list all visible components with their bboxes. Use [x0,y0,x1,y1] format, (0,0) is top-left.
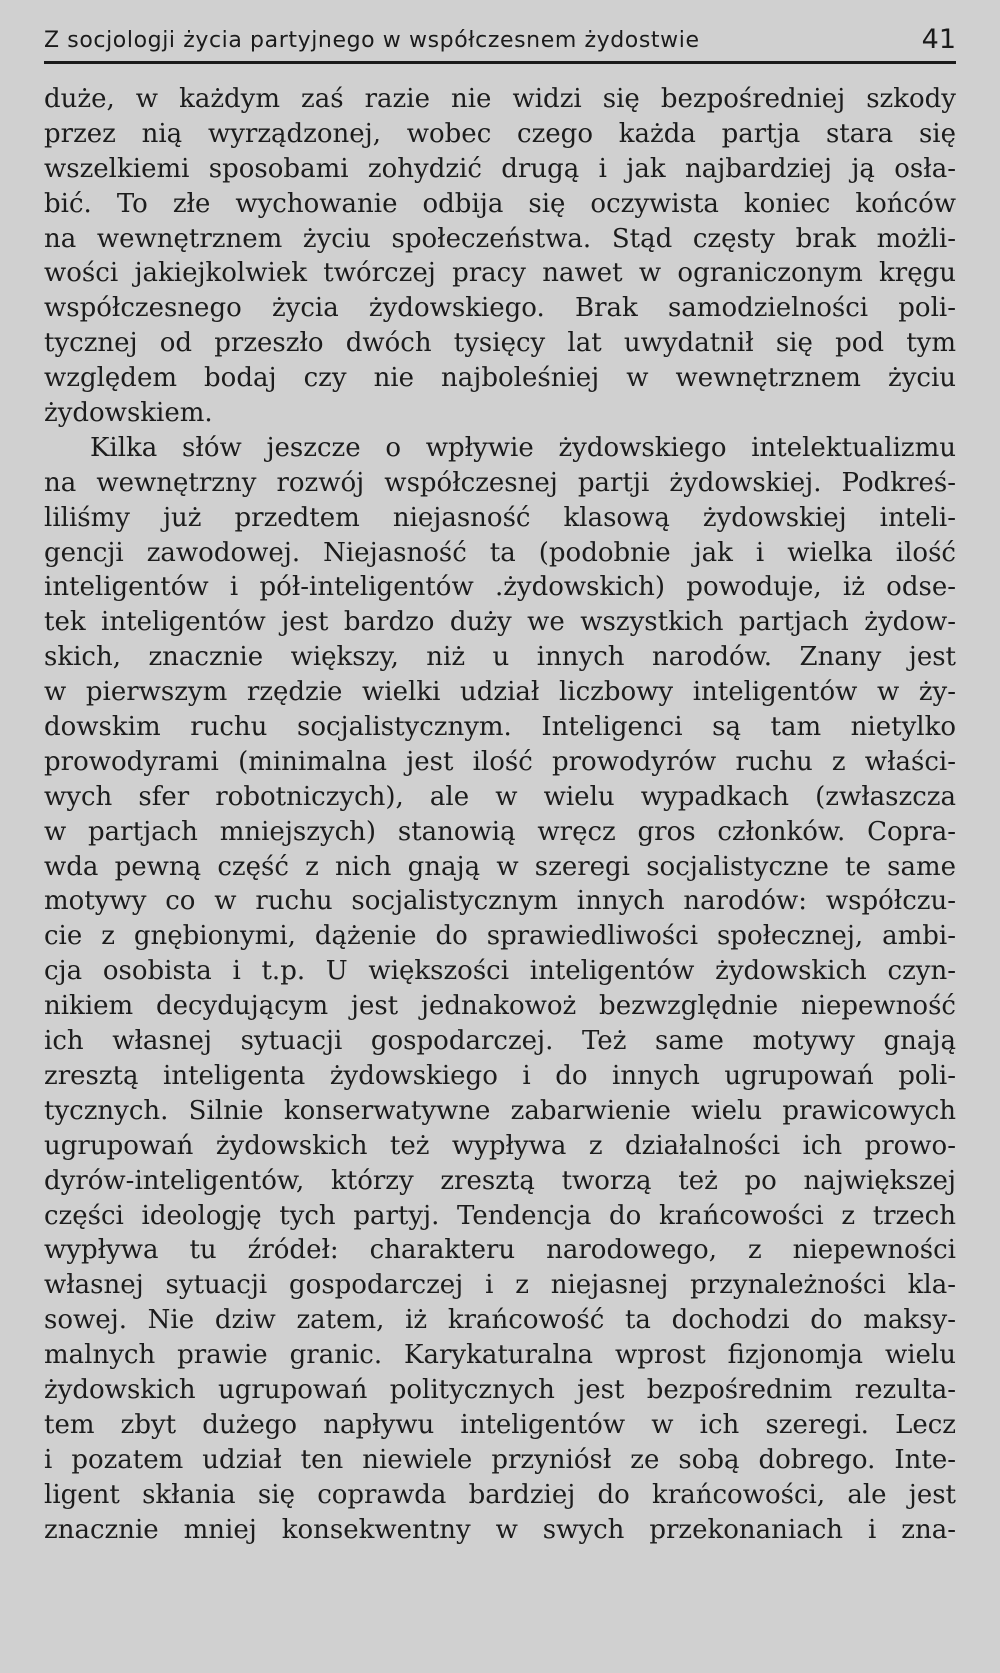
text-line: wych sfer robotniczych), ale w wielu wypadkach (zwłaszcza [44,781,956,812]
text-line: motywy co w ruchu socjalistycznym innych narodów: współczu- [44,886,956,917]
text-line: skich, znacznie większy, niż u innych narodów. Znany jest [44,642,956,673]
text-line: części ideologję tych partyj. Tendencja do krańcowości z trzech [44,1200,956,1231]
page-number: 41 [921,24,956,55]
text-line: prowodyrami (minimalna jest ilość prowodyrów ruchu z właści- [44,746,956,777]
header-rule [44,61,956,64]
text-line: przez nią wyrządzonej, wobec czego każda partja stara się [44,118,956,149]
text-line: ugrupowań żydowskich też wypływa z działalności ich prowo- [44,1130,956,1161]
text-line: wszelkiemi sposobami zohydzić drugą i jak najbardziej ją osła- [44,153,956,184]
text-line: nikiem decydującym jest jednakowoż bezwzględnie niepewność [44,991,956,1022]
body-text [44,82,956,1547]
text-line: w pierwszym rzędzie wielki udział liczbowy inteligentów w ży- [44,677,956,708]
text-line: względem bodaj czy nie najboleśniej w wewnętrznem życiu [44,363,956,394]
text-line: zresztą inteligenta żydowskiego i do innych ugrupowań poli- [44,1060,956,1091]
text-line: współczesnego życia żydowskiego. Brak samodzielności poli- [44,293,956,324]
text-line: w partjach mniejszych) stanowią wręcz gros członków. Copra- [44,816,956,847]
text-line: tem zbyt dużego napływu inteligentów w ich szeregi. Lecz [44,1409,956,1440]
text-line: cie z gnębionymi, dążenie do sprawiedliwości społecznej, ambi- [44,921,956,952]
text-line: liliśmy już przedtem niejasność klasową żydowskiej inteli- [44,502,956,533]
text-line: bić. To złe wychowanie odbija się oczywista koniec końców [44,188,956,219]
text-line: tycznej od przeszło dwóch tysięcy lat uwydatnił się pod tym [44,328,956,359]
text-line: tek inteligentów jest bardzo duży we wszystkich partjach żydow- [44,607,956,638]
text-line: ligent skłania się coprawda bardziej do krańcowości, ale jest [44,1479,956,1510]
text-line: inteligentów i pół-inteligentów .żydowskich) powoduje, iż odse- [44,572,956,603]
text-line: na wewnętrznem życiu społeczeństwa. Stąd częsty brak możli- [44,223,956,254]
text-line: wda pewną część z nich gnają w szeregi socjalistyczne te same [44,851,956,882]
text-line: ich własnej sytuacji gospodarczej. Też same motywy gnają [44,1026,956,1057]
text-line: duże, w każdym zaś razie nie widzi się bezpośredniej szkody [44,84,956,114]
text-line: sowej. Nie dziw zatem, iż krańcowość ta dochodzi do maksy- [44,1305,956,1336]
text-line: tycznych. Silnie konserwatywne zabarwienie wielu prawicowych [44,1095,956,1126]
text-line: własnej sytuacji gospodarczej i z niejasnej przynależności kla- [44,1270,956,1301]
running-header [44,22,956,62]
text-line: na wewnętrzny rozwój współczesnej partji żydowskiej. Podkreś- [44,467,956,498]
text-line: i pozatem udział ten niewiele przyniósł ze sobą dobrego. Inte- [44,1444,956,1475]
text-line: gencji zawodowej. Niejasność ta (podobnie jak i wielka ilość [44,537,956,568]
paragraph-first-line: Kilka słów jeszcze o wpływie żydowskiego intelektualizmu [90,432,956,463]
text-line: dowskim ruchu socjalistycznym. Inteligenci są tam nietylko [44,712,956,743]
text-line: dyrów-inteligentów, którzy zresztą tworzą też po największej [44,1165,956,1196]
text-line: wypływa tu źródeł: charakteru narodowego, z niepewności [44,1235,956,1266]
text-line: malnych prawie granic. Karykaturalna wprost fizjonomja wielu [44,1340,956,1371]
text-line: żydowskich ugrupowań politycznych jest bezpośrednim rezulta- [44,1374,956,1405]
running-header-title: Z socjologji życia partyjnego w współczesnem żydostwie [44,28,700,53]
text-line: żydowskiem. [44,398,213,429]
text-line: znacznie mniej konsekwentny w swych przekonaniach i zna- [44,1514,956,1545]
text-line: wości jakiejkolwiek twórczej pracy nawet w ograniczonym kręgu [44,258,956,289]
text-line: cja osobista i t.p. U większości inteligentów żydowskich czyn- [44,956,956,987]
